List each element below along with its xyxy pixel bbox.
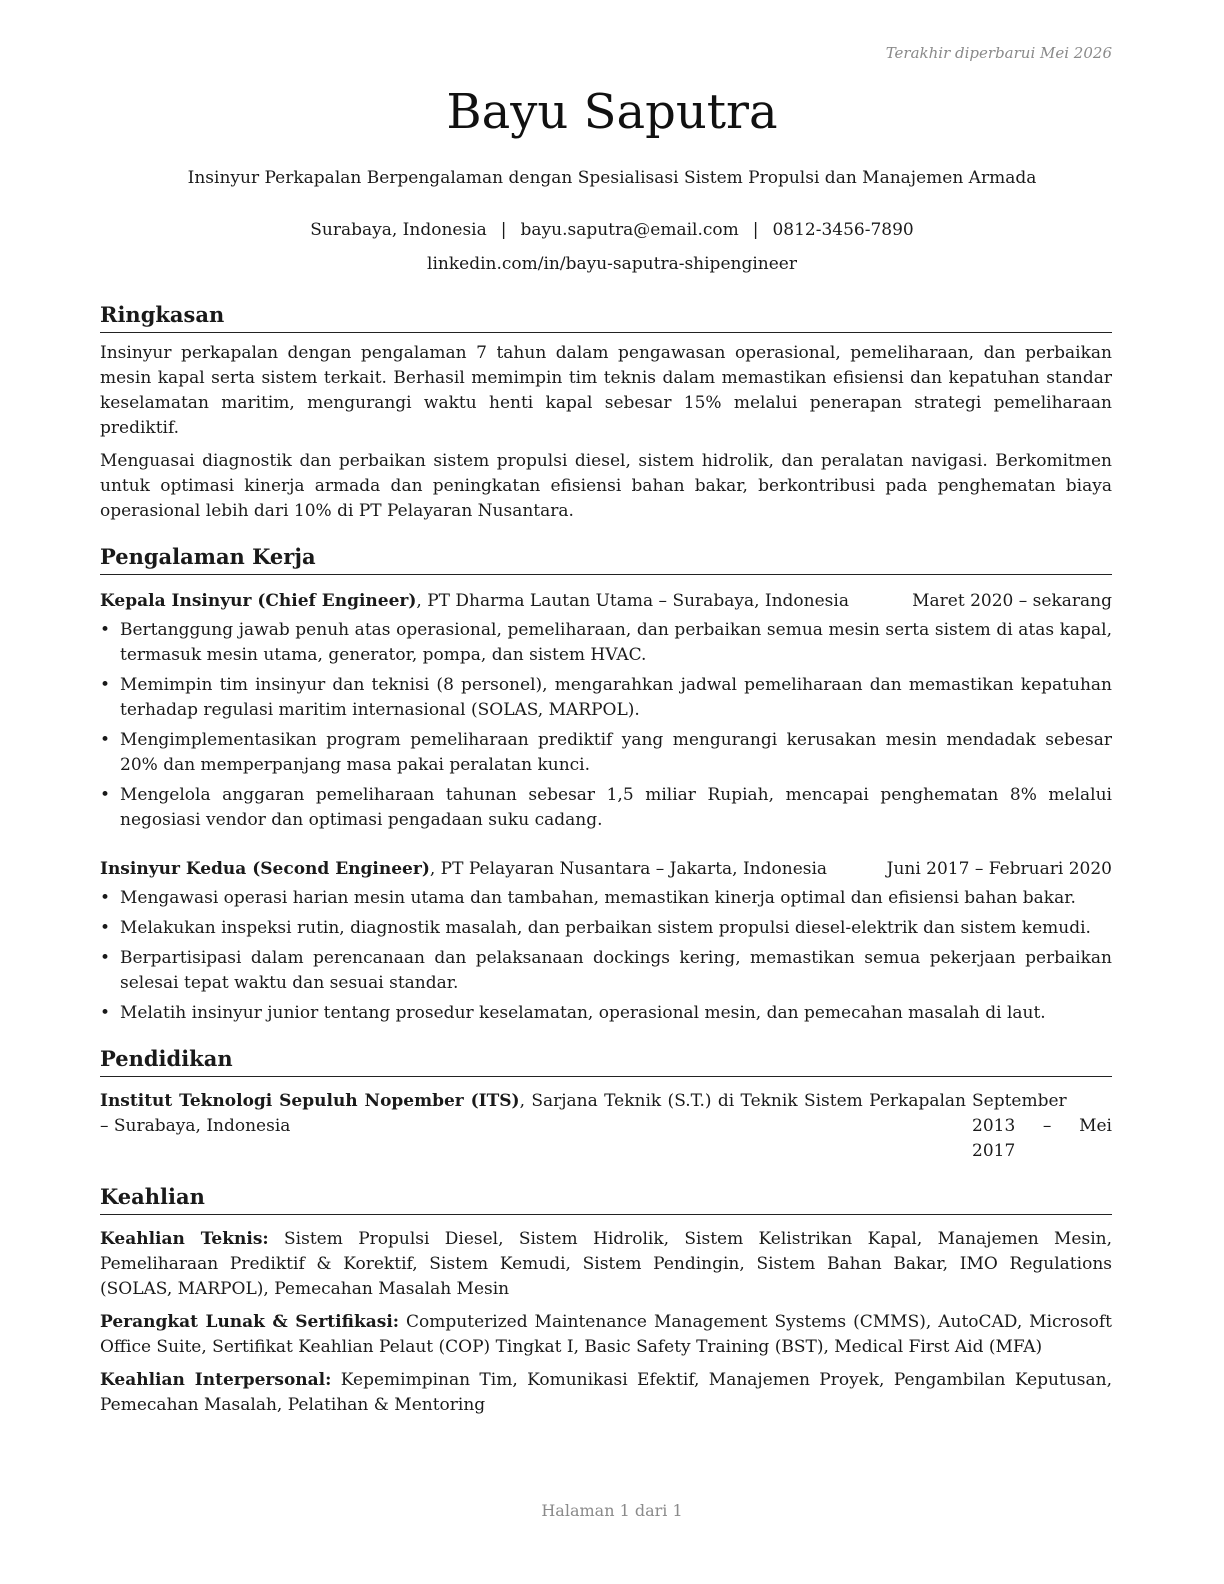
- skills-section: [100, 1182, 1112, 1418]
- job-bullets: [100, 886, 1112, 1026]
- contact-phone: 0812-3456-7890: [772, 220, 914, 240]
- list-item: • Melatih insinyur junior tentang prosedur keselamatan, operasional mesin, dan pemecahan masalah di laut.: [120, 1001, 1112, 1026]
- tagline: Insinyur Perkapalan Berpengalaman dengan Spesialisasi Sistem Propulsi dan Manajemen Armada: [187, 168, 1037, 188]
- experience-section: [100, 542, 1112, 1026]
- education-dates: September 2013 – Mei 2017: [972, 1091, 1112, 1161]
- page-number: Halaman 1 dari 1: [541, 1501, 683, 1520]
- job-header: [100, 589, 1112, 614]
- list-item: • Mengawasi operasi harian mesin utama dan tambahan, memastikan kinerja optimal dan efisiensi bahan bakar.: [120, 886, 1112, 911]
- skill-group: [100, 1368, 1112, 1418]
- skill-group: [100, 1227, 1112, 1302]
- contact-location: Surabaya, Indonesia: [310, 220, 487, 240]
- job-company: , PT Dharma Lautan Utama – Surabaya, Indonesia: [416, 591, 849, 611]
- skill-label: Perangkat Lunak & Sertifikasi:: [100, 1312, 400, 1332]
- job-entry: [100, 589, 1112, 833]
- summary-section: [100, 300, 1112, 524]
- skill-text: Kepemimpinan Tim, Komunikasi Efektif, Manajemen Proyek, Pengambilan Keputusan, Pemecahan Masalah, Pelatihan & Mentoring: [100, 1370, 1112, 1415]
- candidate-name: Bayu Saputra: [446, 84, 778, 140]
- job-header: [100, 857, 1112, 882]
- skill-label: Keahlian Interpersonal:: [100, 1370, 332, 1390]
- list-item: • Bertanggung jawab penuh atas operasional, pemeliharaan, dan perbaikan semua mesin serta sistem di atas kapal, termasuk mesin utama, generator, pompa, dan sistem HVAC.: [120, 618, 1112, 668]
- skill-group: [100, 1310, 1112, 1360]
- education-institution: Institut Teknologi Sepuluh Nopember (ITS): [100, 1091, 520, 1111]
- skill-text: Computerized Maintenance Management Systems (CMMS), AutoCAD, Microsoft Office Suite, Sertifikat Keahlian Pelaut (COP) Tingkat I, Basic Safety Training (BST), Medical First Aid (MFA): [100, 1312, 1112, 1357]
- section-title: Pengalaman Kerja: [100, 542, 1112, 575]
- contact-linkedin[interactable]: linkedin.com/in/bayu-saputra-shipengineer: [427, 254, 797, 274]
- job-bullets: [100, 618, 1112, 833]
- list-item: • Mengimplementasikan program pemeliharaan prediktif yang mengurangi kerusakan mesin mendadak sebesar 20% dan memperpanjang masa pakai peralatan kunci.: [120, 728, 1112, 778]
- job-dates: Juni 2017 – Februari 2020: [886, 859, 1112, 879]
- last-updated: Terakhir diperbarui Mei 2026: [885, 44, 1112, 62]
- list-item: • Mengelola anggaran pemeliharaan tahunan sebesar 1,5 miliar Rupiah, mencapai penghematan 8% melalui negosiasi vendor dan optimasi pengadaan suku cadang.: [120, 783, 1112, 833]
- resume-body: [100, 300, 1112, 1418]
- skill-label: Keahlian Teknis:: [100, 1229, 269, 1249]
- list-item: • Melakukan inspeksi rutin, diagnostik masalah, dan perbaikan sistem propulsi diesel-elektrik dan sistem kemudi.: [120, 916, 1112, 941]
- contact-email[interactable]: bayu.saputra@email.com: [520, 220, 739, 240]
- summary-paragraph: Insinyur perkapalan dengan pengalaman 7 tahun dalam pengawasan operasional, pemeliharaan, dan perbaikan mesin kapal serta sistem terkait. Berhasil memimpin tim teknis dalam memastikan efisiensi dan kepatuhan standar keselamatan maritim, mengurangi waktu henti kapal sebesar 15% melalui penerapan strategi pemeliharaan prediktif.: [100, 343, 1112, 438]
- summary-paragraph: Menguasai diagnostik dan perbaikan sistem propulsi diesel, sistem hidrolik, dan peralatan navigasi. Berkomitmen untuk optimasi kinerja armada dan peningkatan efisiensi bahan bakar, berkontribusi pada penghematan biaya operasional lebih dari 10% di PT Pelayaran Nusantara.: [100, 451, 1112, 521]
- contact-line: [0, 220, 1224, 240]
- job-company: , PT Pelayaran Nusantara – Jakarta, Indonesia: [429, 859, 828, 879]
- education-entry: [100, 1089, 1112, 1164]
- skill-text: Sistem Propulsi Diesel, Sistem Hidrolik, Sistem Kelistrikan Kapal, Manajemen Mesin, Pemeliharaan Prediktif & Korektif, Sistem Kemudi, Sistem Pendingin, Sistem Bahan Bakar, IMO Regulations (SOLAS, MARPOL), Pemecahan Masalah Mesin: [100, 1229, 1113, 1299]
- job-entry: [100, 857, 1112, 1026]
- section-title: Keahlian: [100, 1182, 1112, 1215]
- job-role: Kepala Insinyur (Chief Engineer): [100, 591, 417, 611]
- section-title: Ringkasan: [100, 300, 1112, 333]
- job-role: Insinyur Kedua (Second Engineer): [100, 859, 430, 879]
- list-item: • Memimpin tim insinyur dan teknisi (8 personel), mengarahkan jadwal pemeliharaan dan memastikan kepatuhan terhadap regulasi maritim internasional (SOLAS, MARPOL).: [120, 673, 1112, 723]
- contact-separator: |: [752, 220, 759, 240]
- job-dates: Maret 2020 – sekarang: [912, 591, 1112, 611]
- section-title: Pendidikan: [100, 1044, 1112, 1077]
- list-item: • Berpartisipasi dalam perencanaan dan pelaksanaan dockings kering, memastikan semua pekerjaan perbaikan selesai tepat waktu dan sesuai standar.: [120, 946, 1112, 996]
- education-section: [100, 1044, 1112, 1164]
- contact-separator: |: [500, 220, 507, 240]
- education-details: , Sarjana Teknik (S.T.) di Teknik Sistem Perkapalan – Surabaya, Indonesia: [100, 1091, 966, 1136]
